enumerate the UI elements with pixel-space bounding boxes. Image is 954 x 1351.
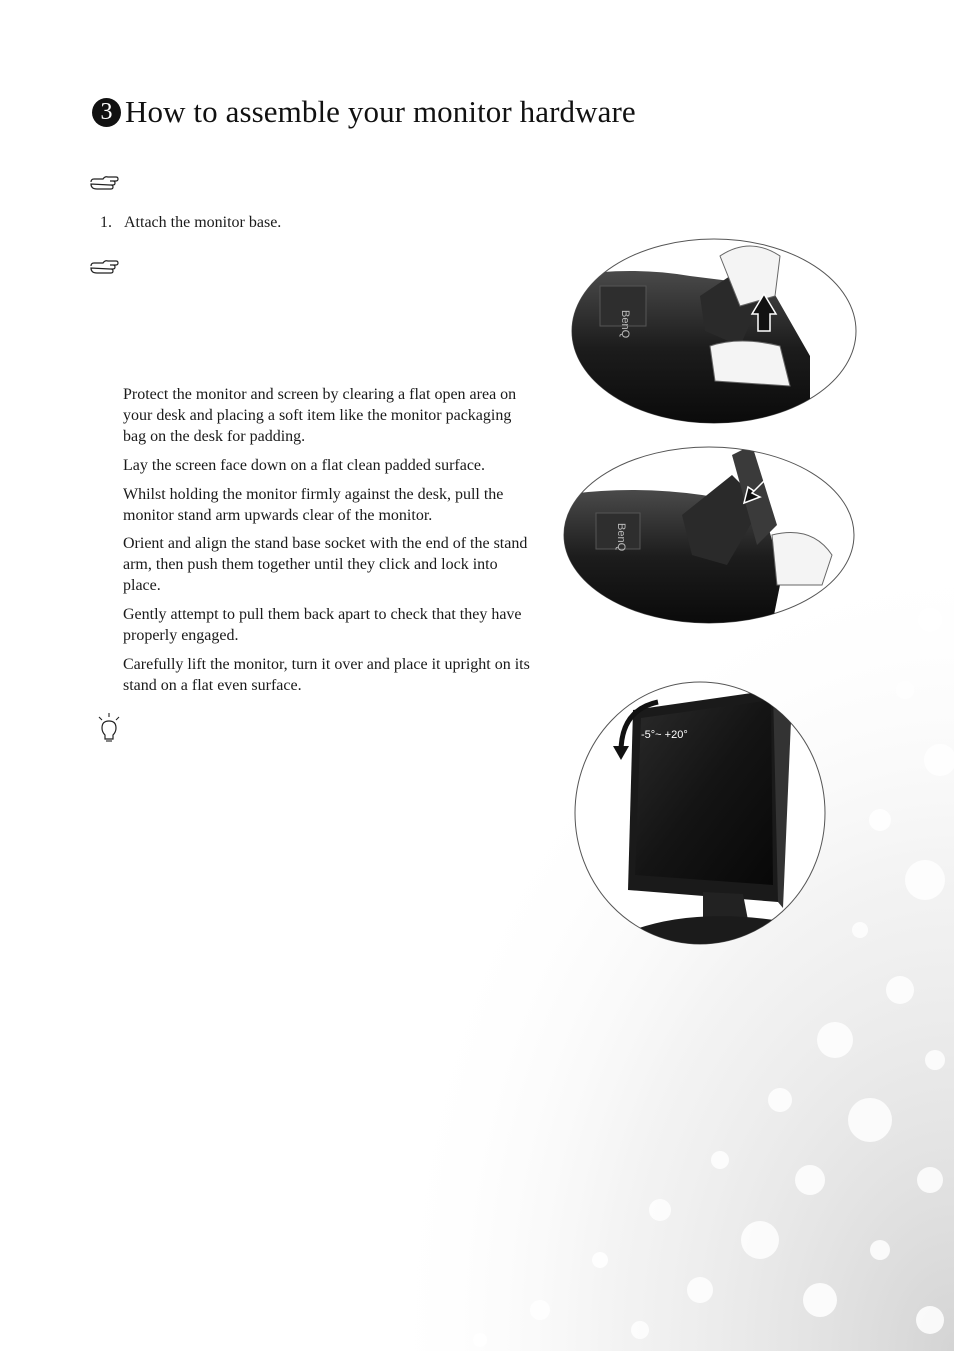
step-item xyxy=(100,214,281,232)
chapter-number-badge: 3 xyxy=(92,98,121,127)
attach-base-illustration xyxy=(562,445,856,625)
lightbulb-icon xyxy=(96,712,122,744)
step-text: Attach the monitor base. xyxy=(124,214,282,231)
monitor-tilt-illustration xyxy=(573,680,827,946)
brand-mark: BenQ xyxy=(619,310,631,339)
brand-mark: BenQ xyxy=(615,523,627,552)
page-title: How to assemble your monitor hardware xyxy=(125,94,636,129)
pointing-hand-icon xyxy=(89,258,119,276)
instruction-paragraph: Lay the screen face down on a flat clean padded surface. xyxy=(123,457,486,474)
tilt-range-label: -5°~ +20° xyxy=(641,729,688,741)
instruction-paragraph: Gently attempt to pull them back apart to check that they have properly engaged. xyxy=(123,606,522,644)
instruction-paragraph: Protect the monitor and screen by clearing a flat open area on your desk and placing a soft item like the monitor packaging bag on the desk for padding. xyxy=(123,386,517,445)
pull-stand-arm-illustration xyxy=(570,236,858,426)
page-title-row xyxy=(92,94,636,130)
pointing-hand-icon xyxy=(89,174,119,192)
instruction-paragraph: Orient and align the stand base socket with the end of the stand arm, then push them together until they click and lock into place. xyxy=(123,535,528,594)
instruction-paragraph: Whilst holding the monitor firmly against the desk, pull the monitor stand arm upwards clear of the monitor. xyxy=(123,486,504,524)
instruction-paragraph: Carefully lift the monitor, turn it over and place it upright on its stand on a flat even surface. xyxy=(123,656,530,694)
step-number: 1. xyxy=(100,214,112,231)
